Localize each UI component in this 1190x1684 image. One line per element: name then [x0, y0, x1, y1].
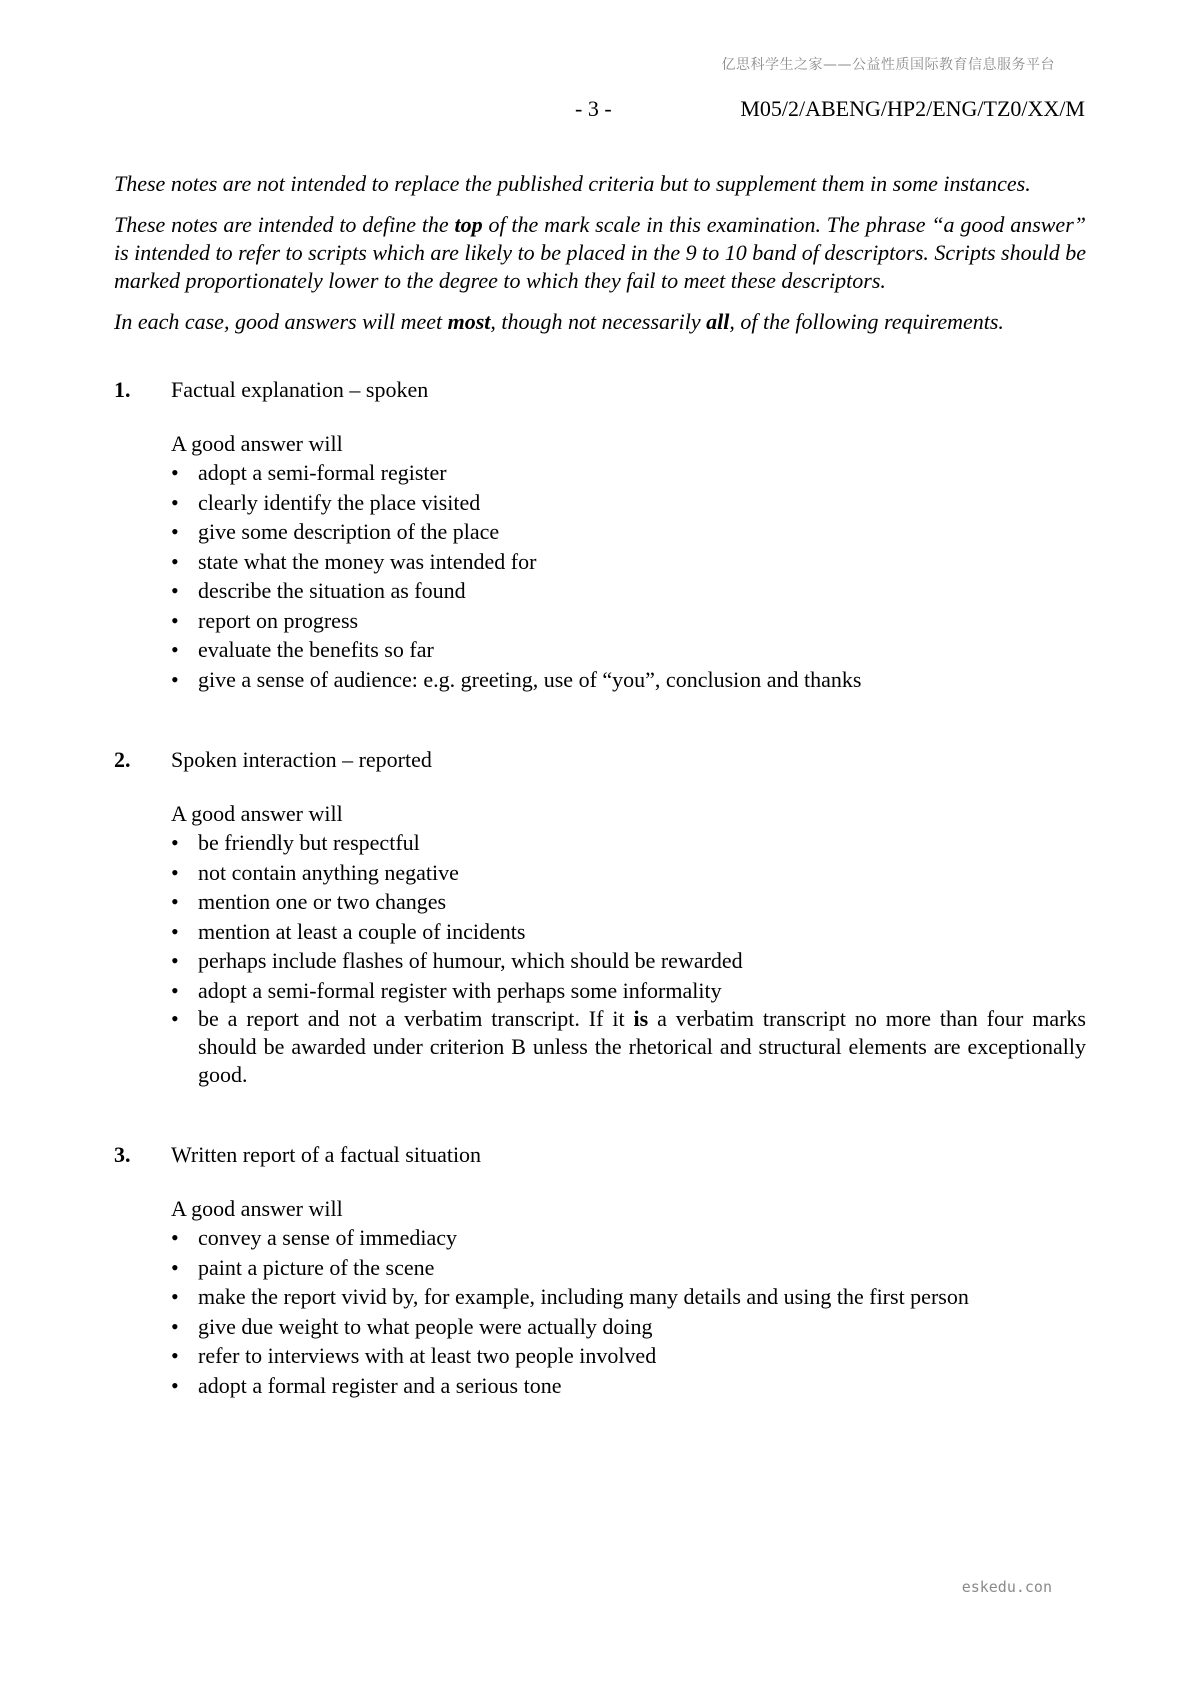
item-text: perhaps include flashes of humour, which should be rewarded	[198, 948, 743, 973]
item-text: adopt a semi-formal register with perhaps some informality	[198, 977, 722, 1003]
item-text: give a sense of audience: e.g. greeting, use of “you”, conclusion and thanks	[198, 666, 862, 692]
item-text: report on progress	[198, 607, 359, 633]
intro-text: of the mark scale in this examination. The phrase “a good answer” is intended to refer to scripts which are likely to be placed in the 9 to 10 band of descriptors. Scripts should be marked proportionately lower to the degree to which they fail to meet these descriptors.	[114, 212, 1086, 293]
list-item	[171, 1371, 1086, 1401]
list-item	[171, 1253, 1086, 1283]
intro-paragraph-1: These notes are not intended to replace the published criteria but to supplement them in some instances.	[114, 171, 1031, 196]
emphasis-text: is	[633, 1006, 649, 1031]
bullet-icon: •	[171, 977, 179, 1003]
bullet-icon: •	[171, 948, 179, 973]
criteria-list	[171, 828, 1086, 1089]
bullet-icon: •	[171, 578, 179, 603]
section-3	[114, 1141, 1086, 1400]
criteria-list	[171, 458, 1086, 694]
item-text: clearly identify the place visited	[198, 489, 481, 515]
intro-paragraph-2	[114, 211, 1086, 295]
list-item	[171, 606, 1086, 636]
item-text: refer to interviews with at least two people involved	[198, 1343, 657, 1368]
intro-text: In each case, good answers will meet	[114, 309, 448, 334]
bullet-icon: •	[171, 1254, 179, 1280]
item-text: mention one or two changes	[198, 889, 447, 914]
answer-intro: A good answer will	[171, 1196, 343, 1221]
bullet-icon: •	[171, 637, 179, 662]
section-1	[114, 376, 1086, 694]
list-item	[171, 547, 1086, 577]
bullet-icon: •	[171, 1372, 179, 1398]
list-item	[171, 458, 1086, 488]
emphasis-text: all	[706, 309, 730, 334]
criteria-list	[171, 1223, 1086, 1400]
list-item	[171, 828, 1086, 858]
list-item	[171, 946, 1086, 976]
bullet-icon: •	[171, 1284, 179, 1309]
list-item	[171, 517, 1086, 547]
bullet-icon: •	[171, 859, 179, 885]
list-item	[171, 488, 1086, 518]
bullet-icon: •	[171, 548, 179, 574]
bullet-icon: •	[171, 830, 179, 855]
item-text: adopt a semi-formal register	[198, 460, 447, 485]
header-watermark: 亿思科学生之家——公益性质国际教育信息服务平台	[721, 57, 1055, 73]
list-item	[171, 576, 1086, 606]
item-text: describe the situation as found	[198, 578, 466, 603]
document-body	[114, 170, 1086, 1400]
list-item	[171, 1005, 1086, 1089]
section-heading	[114, 1141, 1086, 1169]
bullet-icon: •	[171, 666, 179, 692]
intro-notes	[114, 170, 1086, 336]
list-item	[171, 635, 1086, 665]
intro-text: These notes are intended to define the	[114, 212, 455, 237]
item-text: give due weight to what people were actually doing	[198, 1313, 653, 1339]
list-item	[171, 917, 1086, 947]
section-title: Spoken interaction – reported	[171, 747, 432, 772]
item-text: mention at least a couple of incidents	[198, 918, 526, 944]
bullet-icon: •	[171, 460, 179, 485]
intro-paragraph-3	[114, 308, 1086, 336]
footer-watermark: eskedu.con	[961, 1578, 1052, 1596]
answer-intro: A good answer will	[171, 801, 343, 826]
bullet-icon: •	[171, 1225, 179, 1250]
emphasis-text: top	[454, 212, 483, 237]
item-text: be friendly but respectful	[198, 830, 420, 855]
answer-intro: A good answer will	[171, 431, 343, 456]
list-item	[171, 1341, 1086, 1371]
section-heading	[114, 376, 1086, 404]
intro-text: , of the following requirements.	[729, 309, 1004, 334]
bullet-icon: •	[171, 1313, 179, 1339]
section-number: 2.	[114, 747, 131, 772]
item-text: give some description of the place	[198, 519, 500, 544]
item-text: paint a picture of the scene	[198, 1254, 435, 1280]
bullet-icon: •	[171, 1006, 179, 1031]
item-text: state what the money was intended for	[198, 548, 537, 574]
list-item	[171, 1282, 1086, 1312]
section-heading	[114, 746, 1086, 774]
section-title: Factual explanation – spoken	[171, 377, 429, 402]
bullet-icon: •	[171, 1343, 179, 1368]
bullet-icon: •	[171, 889, 179, 914]
item-text: be a report and not a verbatim transcript. If it	[198, 1006, 634, 1031]
bullet-icon: •	[171, 607, 179, 633]
item-text: convey a sense of immediacy	[198, 1225, 458, 1250]
list-item	[171, 1223, 1086, 1253]
list-item	[171, 665, 1086, 695]
section-2	[114, 746, 1086, 1089]
page-number: - 3 -	[575, 96, 612, 121]
section-number: 3.	[114, 1142, 131, 1167]
list-item	[171, 858, 1086, 888]
item-text: make the report vivid by, for example, including many details and using the first person	[198, 1284, 969, 1309]
section-title: Written report of a factual situation	[171, 1142, 482, 1167]
document-code: M05/2/ABENG/HP2/ENG/TZ0/XX/M	[740, 96, 1085, 121]
bullet-icon: •	[171, 489, 179, 515]
item-text: a verbatim transcript no more than four marks should be awarded under criterion B unless the rhetorical and structural elements are exceptionally good.	[198, 1006, 1086, 1087]
list-item	[171, 976, 1086, 1006]
bullet-icon: •	[171, 519, 179, 544]
item-text: adopt a formal register and a serious tone	[198, 1372, 562, 1398]
intro-text: , though not necessarily	[490, 309, 707, 334]
bullet-icon: •	[171, 918, 179, 944]
item-text: not contain anything negative	[198, 859, 459, 885]
emphasis-text: most	[447, 309, 491, 334]
section-number: 1.	[114, 377, 131, 402]
list-item	[171, 1312, 1086, 1342]
list-item	[171, 887, 1086, 917]
item-text: evaluate the benefits so far	[198, 637, 434, 662]
